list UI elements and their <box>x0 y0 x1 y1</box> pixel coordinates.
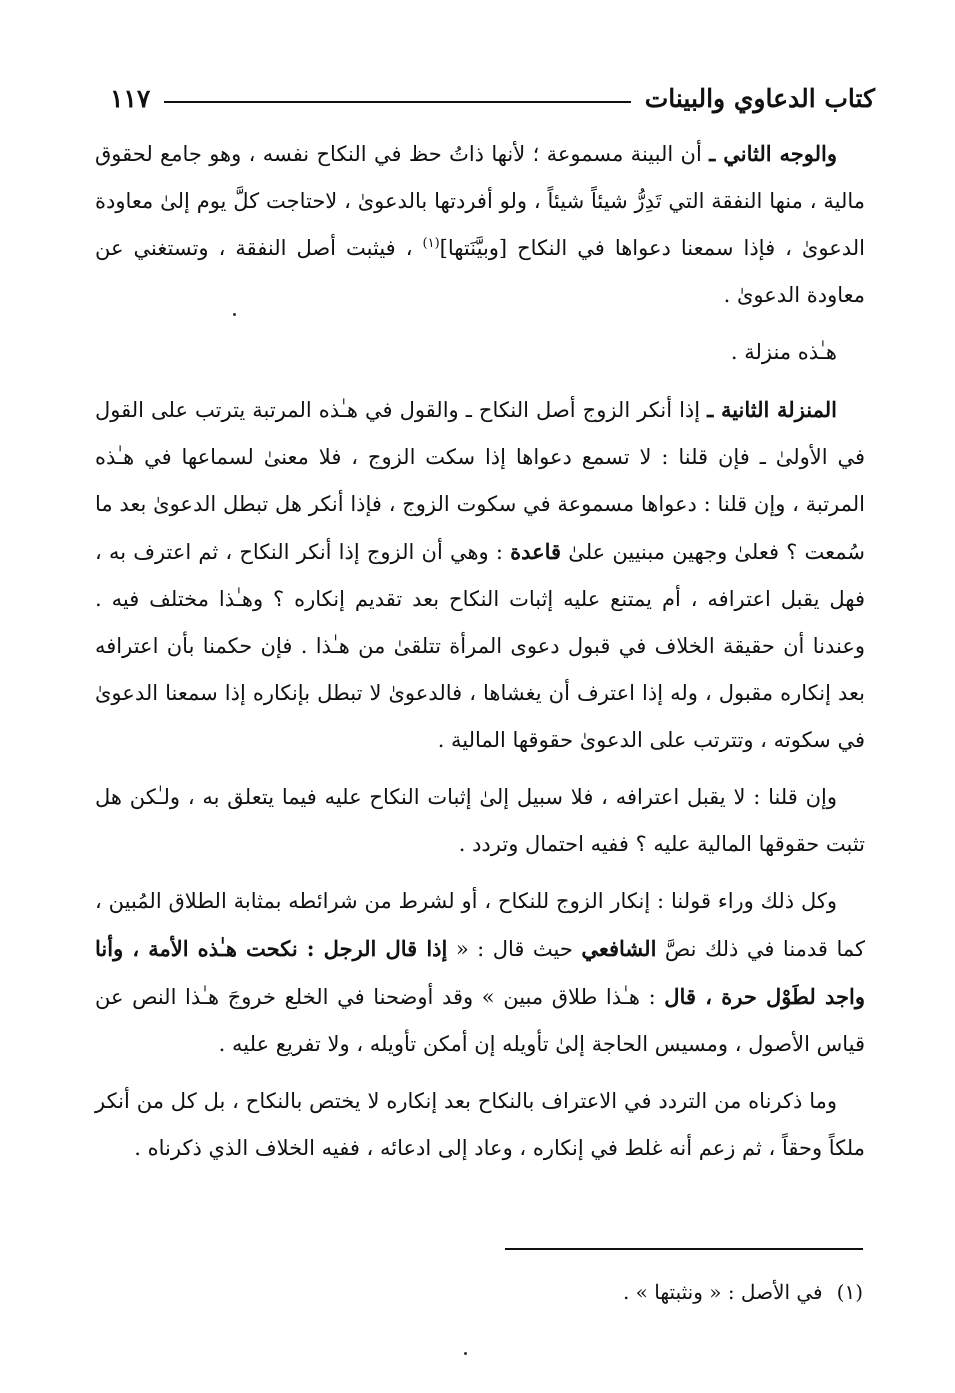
footnote-separator <box>505 1248 863 1250</box>
paragraph-6: وما ذكرناه من التردد في الاعتراف بالنكاح بعد إنكاره لا يختص بالنكاح ، بل كل من أنكر ملكاً وحقاً ، ثم زعم أنه غلط في إنكاره ، وعاد إلى ادعائه ، ففيه الخلاف الذي ذكرناه . <box>95 1089 865 1160</box>
page-number: ١١٧ <box>110 83 151 113</box>
paragraph-4: وإن قلنا : لا يقبل اعترافه ، فلا سبيل إلىٰ إثبات النكاح عليه فيما يتعلق به ، ولـٰكن هل تثبت حقوقها المالية عليه ؟ ففيه احتمال وتردد . <box>95 785 865 856</box>
main-text <box>95 130 865 1182</box>
paragraph-text: حيث قال : « <box>447 937 582 961</box>
paragraph-1 <box>95 130 865 319</box>
footnote-text: في الأصل : « ونثبتها » . <box>622 1280 823 1304</box>
paragraph-text: أن البينة مسموعة ؛ لأنها ذاتُ حظ في النكاح نفسه ، وهو جامع لحقوق مالية ، منها النفقة التي تَدِرُّ شيئاً شيئاً ، ولو أفردتها بالدعوىٰ ، لاحتاجت كلَّ يوم إلىٰ معاودة الدعوىٰ ، فإذا سمعنا دعواها في النكاح [وبيَّنَتها] <box>95 142 865 260</box>
scan-speck <box>464 1352 467 1355</box>
bold-quote: إذا قال الرجل : نكحت هـٰذه الأمة ، وأنا واجد لطَوْل حرة ، قال <box>95 936 866 1009</box>
paragraph-lead: والوجه الثاني ـ <box>709 141 837 166</box>
bold-term: قاعدة <box>510 539 562 564</box>
book-title: كتاب الدعاوي والبينات <box>644 83 875 113</box>
paragraph-lead: المنزلة الثانية ـ <box>707 397 837 422</box>
paragraph-text: إذا أنكر الزوج أصل النكاح ـ والقول في هـٰذه المرتبة يترتب على القول في الأولىٰ ـ فإن قلنا : لا تسمع دعواها إذا سكت الزوج ، فلا معنىٰ لسماعها في هـٰذه المرتبة ، وإن قلنا : دعواها مسموعة في سكوت الزوج ، فإذا أنكر هل تبطل الدعوىٰ بعد ما سُمعت ؟ فعلىٰ وجهين مبنيين علىٰ <box>95 398 865 564</box>
header-rule <box>164 101 630 103</box>
footnote <box>95 1280 863 1304</box>
paragraph-3 <box>95 386 865 764</box>
paragraph-text: ، فيثبت أصل النفقة ، وتستغني عن معاودة الدعوىٰ . <box>95 236 865 307</box>
footnote-number: (١) <box>836 1280 863 1304</box>
bold-term: الشافعي <box>581 936 657 961</box>
paragraph-text: : هـٰذا طلاق مبين » وقد أوضحنا في الخلع خروجَ هـٰذا النص عن قياس الأصول ، ومسيس الحاجة إلىٰ تأويله إن أمكن تأويله ، ولا تفريع عليه . <box>95 985 865 1056</box>
paragraph-2: هـٰذه منزلة . <box>730 340 837 364</box>
paragraph-text: : وهي أن الزوج إذا أنكر النكاح ، ثم اعترف به ، فهل يقبل اعترافه ، أم يمتنع عليه إثبات النكاح بعد تقديم إنكاره ؟ وهـٰذا مختلف فيه . وعندنا أن حقيقة الخلاف في قبول دعوى المرأة تتلقىٰ من هـٰذا . فإن حكمنا بأن اعترافه بعد إنكاره مقبول ، وله إذا اعترف أن يغشاها ، فالدعوىٰ لا تبطل بإنكاره إذا سمعنا الدعوىٰ في سكوته ، وتترتب على الدعوىٰ حقوقها المالية . <box>95 540 865 752</box>
scan-speck <box>233 313 236 316</box>
footnote-reference: (١) <box>422 236 440 251</box>
paragraph-5 <box>95 878 865 1068</box>
running-header <box>110 78 875 118</box>
paragraph-text: وكل ذلك وراء قولنا : إنكار الزوج للنكاح ، أو لشرط من شرائطه بمثابة الطلاق المُبين ، كما قدمنا في ذلك نصَّ <box>95 889 865 961</box>
